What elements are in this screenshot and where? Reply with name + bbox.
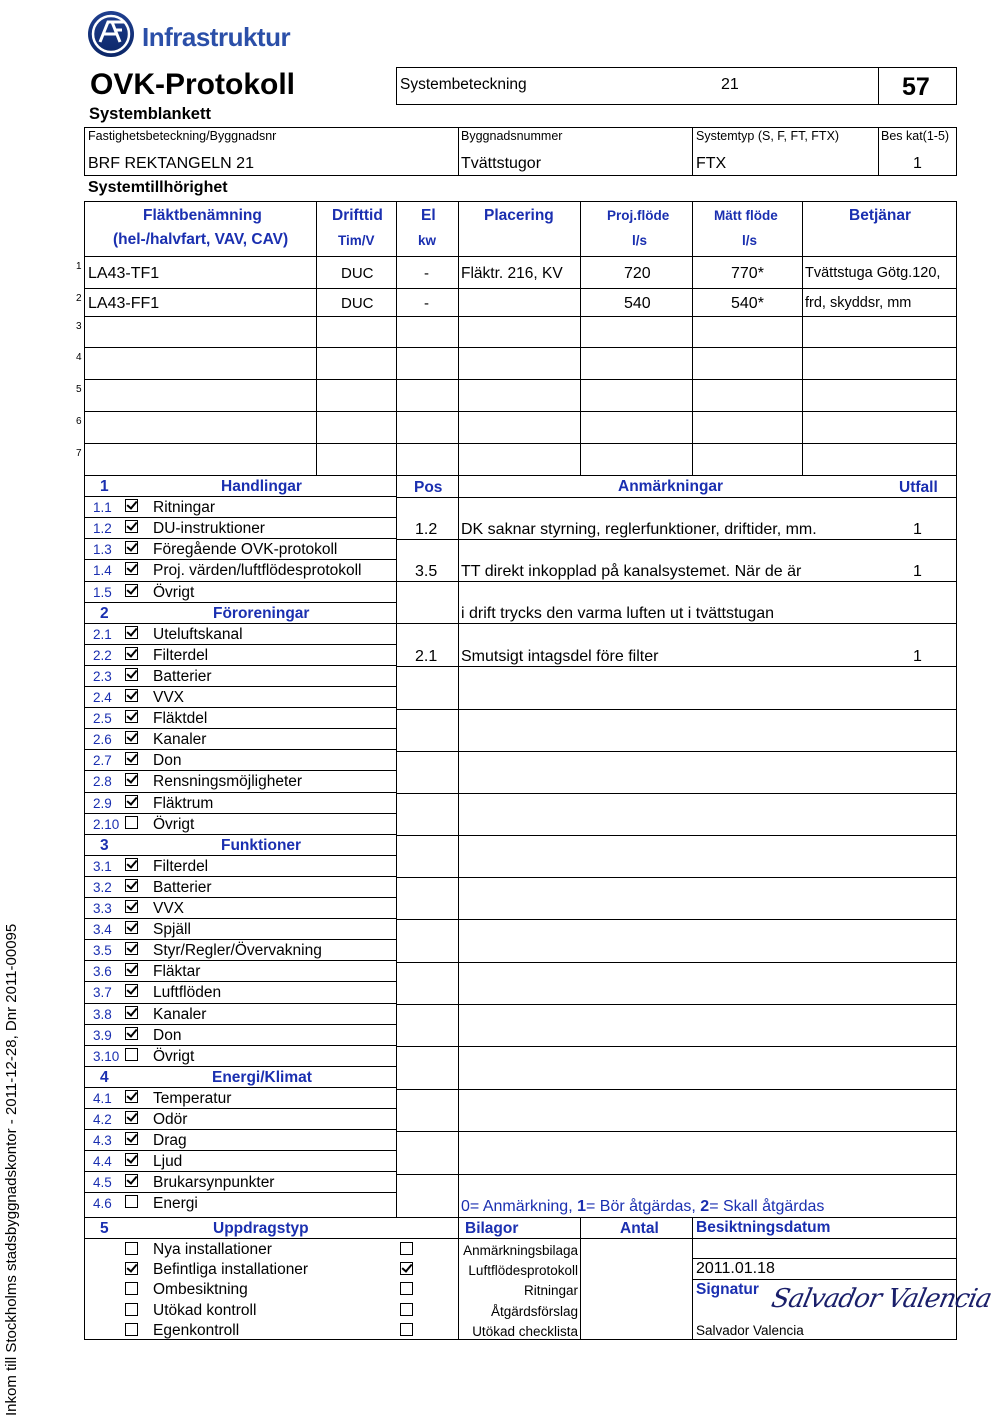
bilaga-checkbox[interactable]	[400, 1323, 413, 1336]
uppdragstyp-label: Ombesiktning	[153, 1281, 248, 1299]
item-label: Övrigt	[153, 815, 195, 833]
logo	[86, 8, 308, 60]
col-header-matt-unit: l/s	[742, 233, 758, 248]
item-label: Filterdel	[153, 646, 209, 664]
item-checkbox[interactable]	[125, 984, 138, 997]
item-number: 4.6	[93, 1196, 112, 1212]
beskat-label: Bes kat(1-5)	[881, 129, 950, 143]
item-number: 3.10	[93, 1048, 120, 1064]
systemtillhorighet-label: Systemtillhörighet	[88, 179, 228, 196]
col-header-anmarkningar: Anmärkningar	[618, 478, 724, 495]
col-header-proj: Proj.flöde	[607, 208, 670, 223]
bilaga-label: Utökad checklista	[472, 1323, 578, 1339]
item-label: Övrigt	[153, 1047, 195, 1065]
byggnad-label: Byggnadsnummer	[461, 129, 563, 143]
beskat-value: 1	[913, 155, 922, 172]
item-label: Filterdel	[153, 857, 209, 875]
col-header-el-unit: kw	[418, 233, 437, 248]
item-label: Rensningsmöjligheter	[153, 773, 303, 791]
signatur-name: Salvador Valencia	[696, 1323, 804, 1338]
item-number: 2.2	[93, 647, 112, 663]
section-title: Energi/Klimat	[212, 1068, 312, 1086]
item-label: Brukarsynpunkter	[153, 1174, 275, 1192]
item-number: 4.4	[93, 1154, 112, 1170]
item-label: Energi	[153, 1195, 198, 1213]
section-title: Handlingar	[221, 478, 302, 495]
bilaga-label: Luftflödesprotokoll	[468, 1263, 578, 1279]
item-number: 2.3	[93, 668, 112, 684]
remark-text: TT direkt inkopplad på kanalsystemet. När de är	[461, 563, 802, 580]
item-label: Temperatur	[153, 1089, 232, 1107]
item-number: 3.4	[93, 922, 112, 938]
item-label: Kanaler	[153, 731, 207, 749]
item-number: 4.3	[93, 1133, 112, 1149]
item-label: Fläktdel	[153, 710, 208, 728]
fan-proj-flode: 720	[624, 265, 651, 282]
item-checkbox[interactable]	[125, 647, 138, 660]
item-label: Fläktrum	[153, 794, 214, 812]
fan-row-number: 3	[76, 321, 82, 332]
uppdragstyp-checkbox[interactable]	[125, 1262, 138, 1275]
item-number: 3.3	[93, 901, 112, 916]
item-number: 3.6	[93, 964, 112, 980]
col-header-utfall: Utfall	[899, 479, 938, 496]
item-number: 4.1	[93, 1090, 112, 1106]
item-label: Ljud	[153, 1153, 183, 1171]
item-number: 1.3	[93, 542, 112, 558]
item-label: Övrigt	[153, 583, 195, 601]
uppdragstyp-checkbox[interactable]	[125, 1242, 138, 1255]
col-header-matt: Mätt flöde	[714, 208, 778, 223]
item-number: 2.9	[93, 795, 112, 811]
col-header-drifttid-unit: Tim/V	[338, 233, 375, 248]
fan-el: -	[424, 295, 429, 312]
item-label: Batterier	[153, 667, 212, 685]
remark-utfall: 1	[913, 521, 922, 538]
item-checkbox[interactable]	[125, 541, 138, 554]
item-checkbox[interactable]	[125, 1153, 138, 1166]
fan-row-number: 5	[76, 384, 82, 395]
uppdragstyp-title: Uppdragstyp	[213, 1220, 309, 1237]
uppdragstyp-checkbox[interactable]	[125, 1323, 138, 1336]
item-number: 2.8	[93, 774, 112, 790]
utfall-legend: 0= Anmärkning, 1= Bör åtgärdas, 2= Skall åtgärdas	[461, 1198, 825, 1215]
item-label: VVX	[153, 689, 185, 706]
item-checkbox[interactable]	[125, 900, 138, 913]
col-header-drifttid: Drifttid	[332, 207, 383, 224]
item-checkbox[interactable]	[125, 1195, 138, 1208]
remark-utfall: 1	[913, 563, 922, 580]
col-header-name: Fläktbenämning	[143, 207, 262, 224]
item-label: Don	[153, 752, 182, 770]
bilaga-label: Anmärkningsbilaga	[463, 1243, 578, 1258]
remark-utfall: 1	[913, 648, 922, 665]
fan-row-number: 4	[76, 352, 82, 363]
section-title: Funktioner	[221, 836, 302, 854]
item-checkbox[interactable]	[125, 752, 138, 765]
fan-el: -	[424, 265, 429, 282]
item-label: Spjäll	[153, 921, 191, 939]
section-number: 2	[100, 604, 109, 622]
fan-drifttid: DUC	[341, 265, 374, 282]
item-label: Drag	[153, 1132, 187, 1150]
item-checkbox[interactable]	[125, 795, 138, 808]
remark-pos: 3.5	[415, 563, 438, 580]
item-checkbox[interactable]	[125, 520, 138, 533]
bilaga-label: Ritningar	[523, 1283, 578, 1299]
signatur-title: Signatur	[696, 1281, 759, 1298]
uppdragstyp-label: Befintliga installationer	[153, 1261, 309, 1279]
item-number: 3.9	[93, 1027, 112, 1043]
fan-matt-flode: 540*	[731, 295, 764, 312]
item-label: Föregående OVK-protokoll	[153, 541, 338, 559]
fan-row-number: 6	[76, 416, 82, 427]
item-number: 4.5	[93, 1175, 112, 1191]
antal-title: Antal	[620, 1220, 659, 1237]
page-subtitle: Systemblankett	[89, 105, 211, 123]
item-number: 3.1	[93, 858, 112, 874]
item-checkbox[interactable]	[125, 773, 138, 786]
remark-text: DK saknar styrning, reglerfunktioner, driftider, mm.	[461, 521, 817, 538]
uppdragstyp-label: Utökad kontroll	[153, 1301, 257, 1319]
item-checkbox[interactable]	[125, 1132, 138, 1145]
fan-betjanar: frd, skyddsr, mm	[805, 295, 912, 311]
bilaga-checkbox[interactable]	[400, 1282, 413, 1295]
item-checkbox[interactable]	[125, 562, 138, 575]
uppdragstyp-checkbox[interactable]	[125, 1282, 138, 1295]
item-checkbox[interactable]	[125, 921, 138, 934]
item-number: 2.4	[93, 690, 112, 705]
item-number: 2.6	[93, 732, 112, 748]
item-label: Don	[153, 1026, 182, 1044]
remark-pos: 1.2	[415, 521, 438, 538]
item-checkbox[interactable]	[125, 584, 138, 597]
item-number: 1.5	[93, 584, 112, 600]
signature-image: Salvador Valencia	[768, 1284, 994, 1314]
col-header-betjanar: Betjänar	[849, 207, 912, 224]
col-header-name-sub: (hel-/halvfart, VAV, CAV)	[113, 231, 289, 248]
item-checkbox[interactable]	[125, 626, 138, 639]
item-label: Ritningar	[153, 499, 216, 517]
item-checkbox[interactable]	[125, 499, 138, 512]
item-checkbox[interactable]	[125, 858, 138, 871]
fastighet-label: Fastighetsbeteckning/Byggnadsnr	[88, 129, 277, 143]
bilagor-title: Bilagor	[465, 1220, 519, 1237]
item-checkbox[interactable]	[125, 1006, 138, 1019]
item-checkbox[interactable]	[125, 710, 138, 723]
item-number: 1.2	[93, 521, 112, 537]
systembeteckning-label: Systembeteckning	[400, 76, 527, 93]
col-header-el: El	[421, 207, 436, 224]
fan-name: LA43-TF1	[88, 265, 160, 282]
item-number: 3.5	[93, 943, 112, 959]
item-number: 2.7	[93, 753, 112, 769]
item-number: 2.10	[93, 816, 120, 832]
section-5-number: 5	[100, 1220, 109, 1237]
page-title: OVK-Protokoll	[90, 68, 296, 101]
item-label: Odör	[153, 1111, 188, 1128]
page-number: 57	[902, 73, 930, 101]
uppdragstyp-label: Nya installationer	[153, 1241, 272, 1258]
item-number: 1.1	[93, 500, 112, 516]
item-number: 2.1	[93, 626, 112, 642]
remark-pos: 2.1	[415, 648, 438, 665]
bilaga-checkbox[interactable]	[400, 1242, 413, 1255]
logo-text: Infrastruktur	[142, 22, 291, 52]
bilaga-checkbox[interactable]	[400, 1303, 413, 1316]
fan-name: LA43-FF1	[88, 295, 160, 312]
item-label: Fläktar	[153, 963, 201, 981]
item-checkbox[interactable]	[125, 1111, 138, 1124]
sidebar-stamp: Inkom till Stockholms stadsbyggnadskontor - 2011-12-28, Dnr 2011-00095	[3, 923, 20, 1416]
fan-drifttid: DUC	[341, 295, 374, 312]
byggnad-value: Tvättstugor	[461, 155, 542, 172]
remark-text: Smutsigt intagsdel före filter	[461, 648, 659, 665]
fan-matt-flode: 770*	[731, 265, 764, 282]
item-number: 4.2	[93, 1112, 112, 1127]
besiktningsdatum-value: 2011.01.18	[696, 1260, 775, 1277]
section-title: Föroreningar	[213, 604, 310, 622]
bilaga-label: Åtgärdsförslag	[490, 1303, 578, 1319]
col-header-proj-unit: l/s	[632, 233, 648, 248]
bilaga-checkbox[interactable]	[400, 1262, 413, 1275]
item-label: Luftflöden	[153, 984, 222, 1002]
item-checkbox[interactable]	[125, 816, 138, 829]
item-label: Styr/Regler/Övervakning	[153, 942, 322, 960]
fan-row-number: 7	[76, 448, 82, 459]
item-label: Batterier	[153, 878, 212, 896]
item-checkbox[interactable]	[125, 942, 138, 955]
item-checkbox[interactable]	[125, 731, 138, 744]
item-number: 3.8	[93, 1006, 112, 1022]
item-checkbox[interactable]	[125, 668, 138, 681]
item-label: Proj. värden/luftflödesprotokoll	[153, 562, 362, 580]
fan-proj-flode: 540	[624, 295, 651, 312]
section-number: 4	[100, 1068, 109, 1086]
item-checkbox[interactable]	[125, 963, 138, 976]
item-checkbox[interactable]	[125, 1174, 138, 1187]
fan-betjanar: Tvättstuga Götg.120,	[805, 265, 941, 281]
item-checkbox[interactable]	[125, 1090, 138, 1103]
item-label: Kanaler	[153, 1005, 207, 1023]
item-number: 1.4	[93, 563, 112, 579]
item-label: Uteluftskanal	[153, 625, 243, 643]
col-header-placering: Placering	[484, 207, 554, 224]
item-number: 3.2	[93, 879, 112, 895]
item-checkbox[interactable]	[125, 1048, 138, 1061]
uppdragstyp-checkbox[interactable]	[125, 1303, 138, 1316]
item-checkbox[interactable]	[125, 1027, 138, 1040]
item-checkbox[interactable]	[125, 879, 138, 892]
item-number: 2.5	[93, 711, 112, 727]
col-header-pos: Pos	[414, 479, 443, 496]
besiktningsdatum-title: Besiktningsdatum	[696, 1219, 831, 1236]
item-checkbox[interactable]	[125, 689, 138, 702]
systembeteckning-value: 21	[721, 76, 739, 93]
item-label: DU-instruktioner	[153, 520, 265, 538]
remark-text: i drift trycks den varma luften ut i tvättstugan	[461, 605, 775, 622]
fan-row-number: 1	[76, 261, 82, 272]
section-number: 1	[100, 478, 109, 495]
fan-placering: Fläktr. 216, KV	[461, 265, 563, 282]
fan-row-number: 2	[76, 293, 82, 304]
systemtyp-label: Systemtyp (S, F, FT, FTX)	[696, 129, 840, 143]
uppdragstyp-label: Egenkontroll	[153, 1321, 240, 1339]
item-label: VVX	[153, 900, 185, 917]
fastighet-value: BRF REKTANGELN 21	[88, 155, 254, 172]
section-number: 3	[100, 836, 109, 854]
item-number: 3.7	[93, 985, 112, 1001]
systemtyp-value: FTX	[696, 155, 727, 172]
